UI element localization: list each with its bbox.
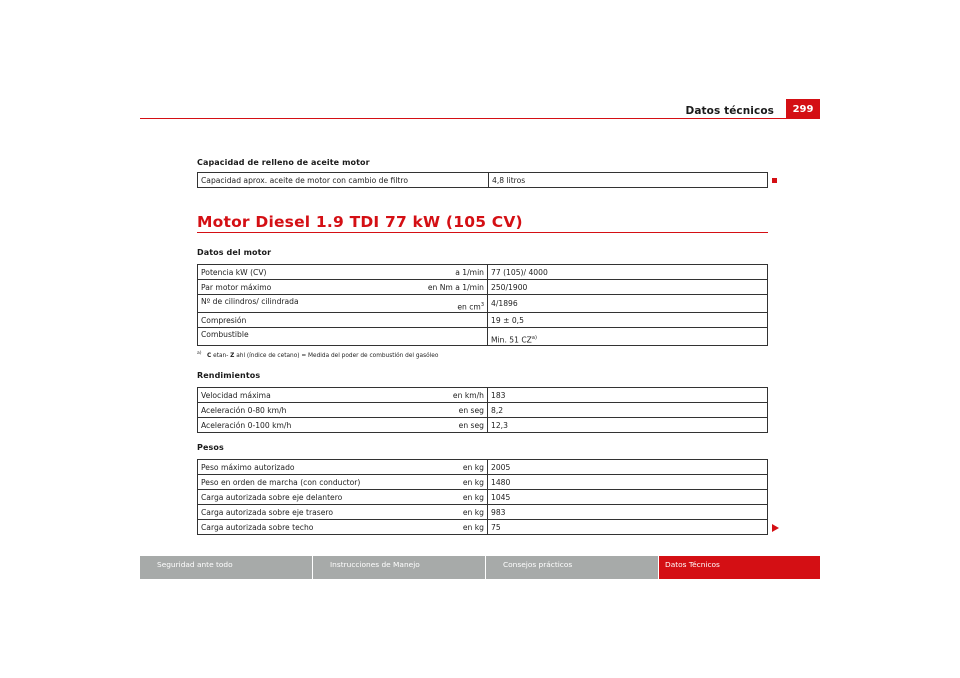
table-row — [198, 475, 768, 490]
row-label: Peso máximo autorizado — [198, 460, 402, 475]
row-value: 250/1900 — [488, 280, 768, 295]
row-value: 12,3 — [488, 418, 768, 433]
footnote: $^{a)}$ C etan- Z ahl (índice de cetano) = Medida del poder de combustión del gasóleo — [197, 351, 439, 359]
performance-section-heading: Rendimientos — [197, 371, 261, 380]
row-unit: en kg — [401, 520, 488, 535]
row-value: 1045 — [488, 490, 768, 505]
oil-value: 4,8 litros — [489, 173, 768, 188]
tab-consejos[interactable]: Consejos prácticos — [486, 556, 659, 579]
table-row — [198, 505, 768, 520]
header-title: Datos técnicos — [685, 105, 774, 117]
row-label: Aceleración 0-80 km/h — [198, 403, 402, 418]
row-unit: en seg — [401, 418, 488, 433]
row-label: Combustible — [198, 328, 402, 346]
table-row — [198, 520, 768, 535]
row-value: 75 — [488, 520, 768, 535]
title-divider — [197, 232, 768, 233]
row-unit: en kg — [401, 475, 488, 490]
row-unit: a 1/min — [401, 265, 488, 280]
row-unit: en $cm^3$ — [401, 295, 488, 313]
row-label: Nº de cilindros/ cilindrada — [198, 295, 402, 313]
weights-table — [197, 459, 768, 535]
footnote-marker: a) — [531, 335, 537, 342]
table-row — [198, 460, 768, 475]
footnote-marker: a) — [197, 351, 202, 356]
row-value: 183 — [488, 388, 768, 403]
row-value: 8,2 — [488, 403, 768, 418]
row-unit — [401, 328, 488, 346]
row-unit: en km/h — [401, 388, 488, 403]
row-value: 983 — [488, 505, 768, 520]
row-unit: en kg — [401, 490, 488, 505]
table-row — [198, 490, 768, 505]
table-row — [198, 418, 768, 433]
row-value: 19 ± 0,5 — [488, 313, 768, 328]
table-row — [198, 388, 768, 403]
engine-section-heading: Datos del motor — [197, 248, 272, 257]
row-label: Peso en orden de marcha (con conductor) — [198, 475, 402, 490]
row-unit: en kg — [401, 505, 488, 520]
row-unit: en seg — [401, 403, 488, 418]
engine-table — [197, 264, 768, 346]
header-divider — [140, 118, 820, 119]
row-label: Aceleración 0-100 km/h — [198, 418, 402, 433]
tab-datos-tecnicos[interactable]: Datos Técnicos — [659, 556, 820, 579]
oil-label: Capacidad aprox. aceite de motor con cambio de filtro — [198, 173, 489, 188]
end-of-section-icon — [772, 178, 777, 183]
row-label: Carga autorizada sobre eje delantero — [198, 490, 402, 505]
oil-section-heading: Capacidad de relleno de aceite motor — [197, 158, 370, 167]
row-value: 77 (105)/ 4000 — [488, 265, 768, 280]
row-label: Carga autorizada sobre eje trasero — [198, 505, 402, 520]
row-value: 1480 — [488, 475, 768, 490]
oil-table — [197, 172, 768, 188]
page-title: Motor Diesel 1.9 TDI 77 kW (105 CV) — [197, 213, 523, 231]
row-label: Velocidad máxima — [198, 388, 402, 403]
row-unit — [401, 313, 488, 328]
table-row — [198, 173, 768, 188]
weights-section-heading: Pesos — [197, 443, 224, 452]
continue-arrow-icon — [772, 524, 779, 532]
row-label: Potencia kW (CV) — [198, 265, 402, 280]
tab-instrucciones[interactable]: Instrucciones de Manejo — [313, 556, 486, 579]
performance-table — [197, 387, 768, 433]
row-label: Par motor máximo — [198, 280, 402, 295]
row-label: Carga autorizada sobre techo — [198, 520, 402, 535]
row-value: 2005 — [488, 460, 768, 475]
row-unit: en kg — [401, 460, 488, 475]
row-value: 4/1896 — [488, 295, 768, 313]
row-label: Compresión — [198, 313, 402, 328]
unit-superscript: 3 — [480, 302, 484, 309]
footer-nav — [140, 556, 820, 579]
table-row — [198, 295, 768, 313]
table-row — [198, 328, 768, 346]
page-number: 299 — [786, 99, 820, 119]
row-value: Min. 51 CZ$^{a)}$ — [488, 328, 768, 346]
table-row — [198, 280, 768, 295]
table-row — [198, 313, 768, 328]
tab-seguridad[interactable]: Seguridad ante todo — [140, 556, 313, 579]
table-row — [198, 403, 768, 418]
row-unit: en Nm a 1/min — [401, 280, 488, 295]
table-row — [198, 265, 768, 280]
